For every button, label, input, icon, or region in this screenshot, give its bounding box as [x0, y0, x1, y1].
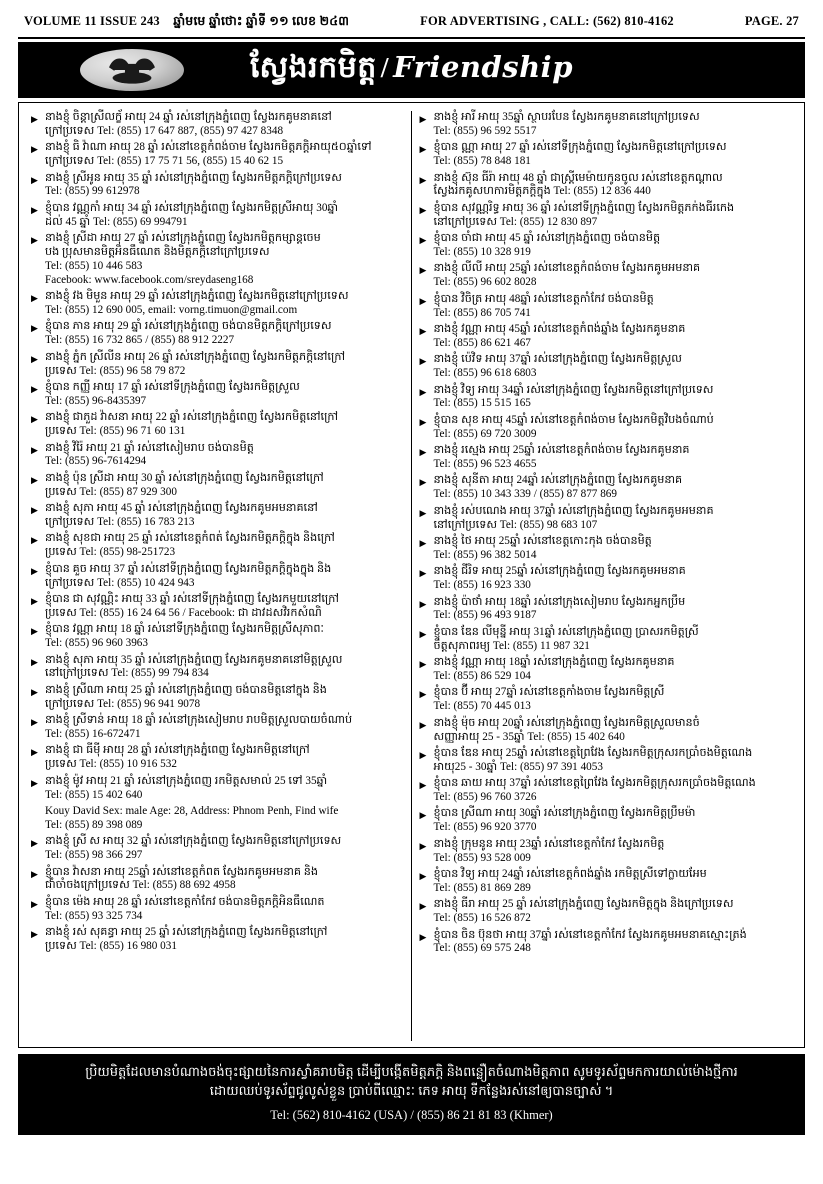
listing-text — [45, 563, 403, 591]
listing-entry — [420, 323, 793, 351]
listing-text — [434, 807, 793, 835]
listing-line: នាងខ្ញុំ សុភា អាយុ 45 ឆ្នាំ រស់នៅក្រុងភ្នំពេញ ស្វែងរកគូមអមនាគនៅ — [45, 502, 318, 515]
khmer-date: ឆ្នាំមមេ ឆ្នាំថោះ ឆ្នាំទី ១១ លេខ ២៤៣ — [173, 14, 350, 28]
listing-text — [45, 623, 403, 651]
page-footer — [18, 1054, 805, 1135]
bullet-arrow-icon: ▶ — [31, 204, 38, 215]
bullet-arrow-icon: ▶ — [419, 780, 427, 791]
bullet-arrow-icon: ▶ — [31, 144, 38, 155]
listing-line: ក្រៅប្រទេស Tel: (855) 17 75 71 56, (855) 15 40 62 15 — [45, 155, 284, 168]
listing-text — [434, 444, 793, 472]
bullet-arrow-icon: ▶ — [419, 628, 427, 639]
listing-entry — [31, 532, 403, 560]
listing-line: បង ប្រុសមានមិត្តអិនធឹណេត និងមិត្តភក្តិនៅក្រៅប្រទេស — [45, 246, 270, 259]
listing-entry — [31, 654, 403, 682]
listing-line: នាងខ្ញុំ ស្រីណា អាយុ 25 ឆ្នាំ រស់នៅក្រុងភ្នំពេញ ចង់បានមិត្តនៅក្នុង និង — [45, 683, 327, 696]
bullet-arrow-icon: ▶ — [31, 384, 38, 395]
listing-entry — [420, 898, 793, 926]
listing-line: Tel: (855) 98 366 297 — [45, 849, 143, 862]
listing-entry — [420, 384, 793, 412]
listing-entry — [31, 320, 403, 348]
listing-entry — [31, 684, 403, 712]
listing-entry — [31, 290, 403, 318]
listing-entry — [31, 866, 403, 894]
bullet-arrow-icon: ▶ — [419, 295, 427, 306]
listing-line: ខ្ញុំបាន ប៊ី អាយុ 27ឆ្នាំ រស់នៅខេត្តកាំងចាម ស្វែងរកមិត្តស្រី — [433, 686, 665, 699]
bullet-arrow-icon: ▶ — [31, 929, 38, 940]
listings-column-left — [23, 111, 412, 1041]
bullet-arrow-icon: ▶ — [31, 174, 38, 185]
listing-entry — [420, 293, 793, 321]
listing-text — [434, 111, 793, 139]
listing-line: ប្រទេស Tel: (855) 96 71 60 131 — [45, 425, 186, 438]
listing-text — [45, 502, 403, 530]
listing-line: នាងខ្ញុំ ប៉ាថាំ អាយុ 18ឆ្នាំ រស់នៅក្រុងសៀមរាប ស្វែងរកអ្នកប្រឹម — [433, 595, 686, 608]
listing-line: Tel: (855) 96 493 9187 — [433, 609, 537, 622]
listing-line: Tel: (855) 96 523 4655 — [433, 457, 537, 470]
listings-column-right — [412, 111, 801, 1041]
listing-text — [434, 293, 793, 321]
bullet-arrow-icon: ▶ — [419, 901, 427, 912]
listing-line: ប្រទេស Tel: (855) 16 24 64 56 / Facebook: ជា ដាវដសវិរកសំណិ — [45, 606, 322, 619]
bullet-arrow-icon: ▶ — [419, 871, 427, 882]
listing-line: នាងខ្ញុំ ចិន្តាស្រីលក្ខ័ អាយុ 24 ឆ្នាំ រស់នៅក្រុងភ្នំពេញ ស្វែងរកគូមនាគនៅ — [45, 111, 332, 123]
listing-line: ខ្ញុំបាន ស្រីណា អាយុ 30ឆ្នាំ រស់នៅក្រុងភ្នំពេញ ស្វែងរកមិត្តប្រឹមម៉ា — [433, 807, 696, 820]
listing-text — [45, 835, 403, 863]
listing-line: Facebook: www.facebook.com/sreydaseng168 — [45, 273, 254, 286]
listing-line: នាងខ្ញុំ ជាភួដ វ៉ាសនា អាយុ 22 ឆ្នាំ រស់នៅក្រុងភ្នំពេញ ស្វែងរកមិត្តនៅក្រៅ — [45, 411, 339, 424]
telephone-icon-badge — [80, 49, 184, 91]
listing-text — [45, 411, 403, 439]
listing-line: Tel: (855) 15 402 640 — [45, 788, 143, 801]
listing-line: សញ្ញាអាយុ 25 - 35ឆ្នាំ Tel: (855) 15 402 640 — [433, 730, 625, 743]
listing-text — [45, 593, 403, 621]
listing-text — [434, 626, 793, 654]
listing-entry — [420, 777, 793, 805]
listing-line: ខ្ញុំបាន គួច អាយុ 37 ឆ្នាំ រស់នៅទីក្រុងភ្នំពេញ ស្វែងរកមិត្តភក្តិក្នុងក្នុង និង — [45, 562, 332, 575]
listing-line: Tel: (855) 10 328 919 — [433, 246, 531, 259]
listing-text — [434, 747, 793, 775]
listing-line: ខ្ញុំបាន វណ្ណា អាយុ 18 ឆ្នាំ រស់នៅទីក្រុងភ្នំពេញ ស្វែងរកមិត្តស្រីសុភាពៈ — [45, 623, 324, 636]
listing-line: នាងខ្ញុំ ជា ធីម៉ី អាយុ 28 ឆ្នាំ រស់នៅក្រុងភ្នំពេញ ស្វែងរកមិត្តនៅក្រៅ — [45, 744, 310, 757]
listing-entry — [31, 563, 403, 591]
bullet-arrow-icon: ▶ — [31, 626, 38, 637]
listing-line: ខ្ញុំបាន ឌែន អាយុ 25ឆ្នាំ រស់នៅខេត្តព្រៃវែង ស្វែងរកមិត្តក្រុសរកប្រាំចងមិត្តណេង — [433, 746, 753, 759]
listing-line: នាងខ្ញុំ ស៊ុន ធីរ៉ា អាយុ 48 ឆ្នាំ ជាស្ត្រីមេម៉ាយកូនចូល រស់នៅខេត្តកណ្តាល — [433, 171, 723, 184]
bullet-arrow-icon: ▶ — [31, 596, 38, 606]
listing-text — [45, 472, 403, 500]
listing-text — [45, 684, 403, 712]
listing-entry — [420, 717, 793, 745]
listing-text — [45, 232, 403, 288]
bullet-arrow-icon: ▶ — [419, 204, 427, 215]
listing-line: Tel: (855) 16-672471 — [45, 728, 141, 741]
listing-line: Tel: (855) 86 621 467 — [433, 336, 531, 349]
listing-line: នាងខ្ញុំ រស្មេង អាយុ 25ឆ្នាំ រស់នៅខេត្តកំពង់ចាម ស្វែងរកគូមនាគ — [433, 444, 690, 457]
volume-issue: VOLUME 11 ISSUE 243 — [24, 14, 160, 28]
listing-entry — [31, 411, 403, 439]
listing-line: Tel: (855) 10 446 583 — [45, 259, 143, 272]
listing-entry — [420, 686, 793, 714]
listing-line: Tel: (855) 89 398 089 — [45, 818, 143, 831]
listing-entry — [31, 351, 403, 379]
listing-entry — [31, 744, 403, 772]
section-masthead — [18, 42, 805, 98]
listing-line: Tel: (855) 16 923 330 — [433, 579, 531, 592]
masthead-title — [250, 48, 573, 92]
bullet-arrow-icon: ▶ — [31, 323, 38, 334]
listing-line: Tel: (855) 96 960 3963 — [45, 637, 148, 650]
listing-text — [434, 898, 793, 926]
listing-line: នៅក្រៅប្រទេស Tel: (855) 12 830 897 — [433, 215, 598, 228]
listing-line: Tel: (855) 69 575 248 — [433, 942, 531, 955]
listing-text — [45, 866, 403, 894]
listing-entry — [420, 505, 793, 533]
listing-line: Tel: (855) 96 618 6803 — [433, 367, 537, 380]
listing-text — [434, 172, 793, 200]
listing-line: ខ្ញុំបាន សុខ អាយុ 45ឆ្នាំ រស់នៅខេត្តកំពង់ចាម ស្វែងរកមិត្តវិបងចំណាប់ — [433, 413, 714, 426]
bullet-arrow-icon: ▶ — [31, 293, 38, 304]
listing-line: ក្រៅប្រទេស Tel: (855) 96 941 9078 — [45, 697, 201, 710]
listing-line: ខ្ញុំបាន វ៉ាសនា អាយុ 25ឆ្នាំ រស់នៅខេត្តកំពត ស្វែងរកគូមអមនាគ និង — [45, 865, 318, 878]
listing-line: នាងខ្ញុំ វង មិមួន អាយុ 29 ឆ្នាំ រស់នៅក្រុងភ្នំពេញ ស្វែងរកមិត្តនៅក្រៅប្រទេស — [45, 290, 349, 303]
listing-entry — [420, 929, 793, 957]
bullet-arrow-icon: ▶ — [31, 535, 38, 546]
listing-line: ស្វែងរកគូសហការមិត្តភក្តិក្នុង Tel: (855) 12 836 440 — [433, 185, 651, 198]
listing-line: នាងខ្ញុំ អារី អាយុ 35ឆ្នាំ ស្ថាបរបែន ស្វែងរកគូមនាគនៅក្រៅប្រទេស — [433, 111, 700, 123]
listing-text — [434, 838, 793, 866]
bullet-arrow-icon: ▶ — [31, 474, 38, 485]
listing-line: នាងខ្ញុំ វណ្ណា អាយុ 18ឆ្នាំ រស់នៅក្រុងភ្នំពេញ ស្វែងរកគូមនាគ — [433, 656, 675, 669]
listing-text — [45, 381, 403, 409]
listing-entry — [420, 747, 793, 775]
listing-line: Tel: (855) 93 528 009 — [433, 851, 531, 864]
bullet-arrow-icon: ▶ — [419, 265, 427, 276]
listing-line: Tel: (855) 86 529 104 — [433, 669, 531, 682]
listing-text — [434, 232, 793, 260]
listing-line: នាងខ្ញុំ ធីរា អាយុ 25 ឆ្នាំ រស់នៅក្រុងភ្នំពេញ ស្វែងរកមិត្តក្នុង និងក្រៅប្រទេស — [433, 898, 734, 911]
listing-line: ប្រទេស Tel: (855) 16 980 031 — [45, 939, 177, 952]
listing-line: នាងខ្ញុំ សុខជា អាយុ 25 ឆ្នាំ រស់នៅខេត្តកំពត់ ស្វែងរកមិត្តភក្តិក្នុង និងក្រៅ — [45, 532, 335, 545]
listing-line: ខ្ញុំបាន ជា សុវណ្ណិះ អាយុ 33 ឆ្នាំ រស់នៅទីក្រុងភ្នំពេញ ស្វែងរកមួយនៅក្រៅ — [45, 593, 339, 605]
bullet-arrow-icon: ▶ — [31, 747, 38, 758]
listing-entry — [31, 805, 403, 833]
bullet-arrow-icon: ▶ — [31, 444, 38, 455]
listing-text — [45, 654, 403, 682]
listing-line: ខ្ញុំបាន វណ្ណកាំ អាយុ 34 ឆ្នាំ រស់នៅក្រុងភ្នំពេញ ស្វែងរកមិត្តស្រីអាយុ 30ឆ្នាំ — [45, 201, 339, 214]
listing-line: Tel: (855) 70 445 013 — [433, 700, 531, 713]
listing-text — [434, 323, 793, 351]
bullet-arrow-icon: ▶ — [419, 598, 427, 609]
bullet-arrow-icon: ▶ — [31, 868, 38, 879]
bullet-arrow-icon: ▶ — [419, 356, 427, 367]
listing-line: ជាំចាំចងក្រៅប្រទេស Tel: (855) 88 692 4958 — [45, 879, 236, 892]
listing-line: Tel: (855) 69 720 3009 — [433, 427, 537, 440]
bullet-arrow-icon: ▶ — [31, 565, 38, 576]
bullet-arrow-icon: ▶ — [419, 810, 427, 821]
listing-line: Tel: (855) 96 602 8028 — [433, 276, 537, 289]
listing-entry — [420, 807, 793, 835]
listing-entry — [31, 111, 403, 139]
listing-line: Tel: (855) 96 920 3770 — [433, 821, 537, 834]
listing-entry — [31, 172, 403, 200]
listing-text — [434, 777, 793, 805]
listing-line: នៅក្រៅប្រទេស Tel: (855) 98 683 107 — [433, 518, 598, 531]
listing-entry — [420, 656, 793, 684]
bullet-arrow-icon: ▶ — [419, 447, 427, 458]
bullet-arrow-icon: ▶ — [31, 656, 38, 667]
listing-entry — [420, 868, 793, 896]
listing-line: Kouy David Sex: male Age: 28, Address: Phnom Penh, Find wife — [45, 804, 339, 817]
bullet-arrow-icon: ▶ — [419, 568, 427, 579]
listing-line: ក្រៅប្រទេស Tel: (855) 10 424 943 — [45, 576, 195, 589]
listing-line: ប្រទេស Tel: (855) 98-251723 — [45, 546, 176, 559]
listing-line: Tel: (855) 96 382 5014 — [433, 548, 537, 561]
listing-text — [434, 262, 793, 290]
advertising-notice: FOR ADVERTISING , CALL: (562) 810-4162 — [420, 14, 674, 28]
bullet-arrow-icon — [31, 805, 45, 807]
listing-text — [434, 929, 793, 957]
listing-line: នាងខ្ញុំ ក្រុមនូន អាយុ 23ឆ្នាំ រស់នៅខេត្តកាំកែវ ស្វែងរកមិត្ត — [433, 837, 665, 850]
listing-text — [45, 111, 403, 139]
listing-text — [45, 290, 403, 318]
listing-line: នាងខ្ញុំ ប៉េវិទ អាយុ 37ឆ្នាំ រស់នៅក្រុងភ្នំពេញ ស្វែងរកមិត្តស្រួល — [433, 353, 682, 366]
bullet-arrow-icon: ▶ — [419, 749, 427, 760]
listing-text — [45, 202, 403, 230]
listing-line: Tel: (855) 81 869 289 — [433, 881, 531, 894]
listing-line: ខ្ញុំបាន ណ្ណា អាយុ 27 ឆ្នាំ រស់នៅទីក្រុងភ្នំពេញ ស្វែងរកមិត្តនៅក្រៅប្រទេស — [433, 141, 727, 154]
listing-entry — [31, 714, 403, 742]
bullet-arrow-icon: ▶ — [31, 114, 38, 124]
listing-text — [45, 320, 403, 348]
listing-entry — [31, 141, 403, 169]
listing-line: ខ្ញុំបាន ភាន អាយុ 29 ឆ្នាំ រស់នៅក្រុងភ្នំពេញ ចង់បានមិត្តភក្តិក្រៅប្រទេស — [45, 320, 332, 333]
listing-entry — [420, 111, 793, 139]
bullet-arrow-icon: ▶ — [31, 235, 38, 246]
listing-text — [434, 505, 793, 533]
bullet-arrow-icon: ▶ — [31, 898, 38, 909]
bullet-arrow-icon: ▶ — [31, 717, 38, 728]
listing-line: ខ្ញុំបាន ចាំជា អាយុ 45 ឆ្នាំ រស់នៅក្រុងភ្នំពេញ ចង់បានមិត្ត — [433, 232, 661, 245]
footer-contact: Tel: (562) 810-4162 (USA) / (855) 86 21 81 83 (Khmer) — [270, 1107, 553, 1122]
listing-text — [434, 717, 793, 745]
listing-entry — [420, 232, 793, 260]
listing-entry — [31, 896, 403, 924]
page-header — [18, 14, 805, 37]
listing-entry — [420, 414, 793, 442]
listing-line: Tel: (855) 12 690 005, email: vorng.timuon@gmail.com — [45, 304, 298, 317]
bullet-arrow-icon: ▶ — [419, 235, 427, 246]
bullet-arrow-icon: ▶ — [31, 838, 38, 849]
listing-text — [434, 384, 793, 412]
listing-text — [434, 141, 793, 169]
listing-line: ខ្ញុំបាន ចិន ប៊ុនថា អាយុ 37ឆ្នាំ រស់នៅខេត្តកាំកែវ ស្វែងរកគូមអមនាគស្មោះត្រង់ — [433, 928, 747, 941]
bullet-arrow-icon: ▶ — [419, 719, 427, 730]
listing-text — [45, 805, 403, 833]
bullet-arrow-icon: ▶ — [419, 689, 427, 700]
listing-line: ដល់ 45 ឆ្នាំ Tel: (855) 69 994791 — [45, 215, 188, 228]
masthead-slash: / — [380, 53, 390, 84]
listing-line: ក្រៅប្រទេស Tel: (855) 17 647 887, (855) 97 427 8348 — [45, 124, 284, 137]
listing-text — [45, 775, 403, 803]
listing-line: ប្រទេស Tel: (855) 96 58 79 872 — [45, 364, 186, 377]
listing-text — [45, 714, 403, 742]
listing-line: នាងខ្ញុំ ស្រីទាន់ អាយុ 18 ឆ្នាំ រស់នៅក្រុងសៀមរាប រាបមិត្តស្រួលបាយចំណាប់ — [45, 714, 353, 727]
listings-container — [18, 102, 805, 1048]
masthead-title-khmer: ស្វែងរកមិត្ត — [250, 51, 377, 84]
listing-line: នាងខ្ញុំ វណ្ណា អាយុ 45ឆ្នាំ រស់នៅខេត្តកំពង់ឆ្នាំង ស្វែងរកគូមនាគ — [433, 322, 686, 335]
bullet-arrow-icon: ▶ — [419, 659, 427, 670]
listing-line: នាងខ្ញុំ ថៃ អាយុ 25ឆ្នាំ រស់នៅខេត្តកោះកុង ចង់បានមិត្ត — [433, 534, 652, 547]
listing-line: អាយុ25 - 30ឆ្នាំ Tel: (855) 97 391 4053 — [433, 760, 603, 773]
listing-entry — [31, 472, 403, 500]
listing-text — [434, 596, 793, 624]
listing-line: នាងខ្ញុំ លីលី អាយុ 25ឆ្នាំ រស់នៅខេត្តកំពង់ចាម ស្វែងរកគូមអមនាគ — [433, 262, 701, 275]
listing-line: Tel: (855) 86 705 741 — [433, 306, 531, 319]
listing-line: ប្រទេស Tel: (855) 10 916 532 — [45, 758, 177, 771]
bullet-arrow-icon: ▶ — [419, 931, 427, 942]
bullet-arrow-icon: ▶ — [419, 537, 427, 548]
listing-line: នាងខ្ញុំ សុនីតា អាយុ 24ឆ្នាំ រស់នៅក្រុងភ្នំពេញ ស្វែងរកគូមនាគ — [433, 474, 683, 487]
footer-line-2: ដោយឈប់ទូរស័ព្ទជូលូស់ខ្លួន ប្រាប់ពីឈ្មោះៈ ភេទ អាយុ ទីកន្លែងរស់នៅឲ្យបានច្បាស់ ។ — [209, 1082, 614, 1098]
listing-text — [45, 896, 403, 924]
listing-text — [45, 172, 403, 200]
bullet-arrow-icon: ▶ — [31, 686, 38, 697]
listing-line: នាងខ្ញុំ ម៉ុច អាយុ 20ឆ្នាំ រស់នៅក្រុងភ្នំពេញ ស្វែងរកមិត្តស្រួលមានចំ — [433, 716, 700, 729]
listing-line: Tel: (855) 78 848 181 — [433, 155, 531, 168]
listing-text — [434, 474, 793, 502]
listing-line: Tel: (855) 16 526 872 — [433, 912, 531, 925]
listing-line: ខ្ញុំបាន ឆាយ អាយុ 37ឆ្នាំ រស់នៅខេត្តព្រៃវែង ស្វែងរកមិត្តក្រុសរកប្រាំចងមិត្តណេង — [433, 777, 756, 790]
listing-line: នាងខ្ញុំ វិទ្យ អាយុ 34ឆ្នាំ រស់នៅក្រុងភ្នំពេញ ស្វែងរកមិត្តនៅក្រៅប្រទេស — [433, 383, 714, 396]
listing-line: នាងខ្ញុំ ស្រីដា អាយុ 27 ឆ្នាំ រស់នៅក្រុងភ្នំពេញ ស្វែងរកមិត្តកម្សាន្តចេម — [45, 232, 321, 245]
listing-line: Tel: (855) 10 343 339 / (855) 87 877 869 — [433, 488, 617, 501]
listing-line: ខ្ញុំបាន សុវណ្ណរិទ្ធ អាយុ 36 ឆ្នាំ រស់នៅទីក្រុងភ្នំពេញ ស្វែងរកមិត្តភក់ងធីរកេង — [433, 201, 735, 214]
listing-line: នាងខ្ញុំ ធិ វ៉ាណា អាយុ 28 ឆ្នាំ រស់នៅខេត្តកំពង់ចាម ស្វែងរកមិត្តភក្តិអាយុ៥០ឆ្នាំទៅ — [45, 141, 372, 154]
listing-entry — [31, 775, 403, 803]
listing-line: នាងខ្ញុំ វិរ៉ៃ អាយុ 21 ឆ្នាំ រស់នៅសៀមរាប ចង់បានមិត្ត — [45, 441, 254, 454]
listing-text — [45, 926, 403, 954]
listing-text — [434, 686, 793, 714]
listing-entry — [420, 141, 793, 169]
listing-entry — [420, 262, 793, 290]
listing-entry — [420, 202, 793, 230]
listing-line: នាងខ្ញុំ រស់បណេង អាយុ 37ឆ្នាំ រស់នៅក្រុងភ្នំពេញ ស្វែងរកគូមអមនាគ — [433, 504, 714, 517]
listing-entry — [420, 565, 793, 593]
listing-entry — [31, 835, 403, 863]
listing-entry — [420, 444, 793, 472]
listing-line: ប្រទេស Tel: (855) 87 929 300 — [45, 485, 177, 498]
bullet-arrow-icon: ▶ — [419, 477, 427, 488]
listing-entry — [420, 838, 793, 866]
listing-line: នាងខ្ញុំ ជីរិទ អាយុ 25ឆ្នាំ រស់នៅក្រុងភ្នំពេញ ស្វែងរកគូមអមនាគ — [433, 565, 686, 578]
listing-entry — [31, 926, 403, 954]
listing-entry — [31, 502, 403, 530]
bullet-arrow-icon: ▶ — [419, 416, 427, 427]
listing-line: Tel: (855) 15 515 165 — [433, 397, 531, 410]
listing-entry — [420, 535, 793, 563]
listing-entry — [31, 593, 403, 621]
listing-line: នាងខ្ញុំ ម៉ូវ អាយុ 21 ឆ្នាំ រស់នៅក្រុងភ្នំពេញ រកមិត្តសមាល់ 25 ទៅ 35ឆ្នាំ — [45, 774, 328, 787]
bullet-arrow-icon: ▶ — [31, 414, 38, 425]
listing-text — [45, 532, 403, 560]
listing-entry — [31, 623, 403, 651]
listing-line: Tel: (855) 96-7614294 — [45, 455, 147, 468]
bullet-arrow-icon: ▶ — [31, 777, 38, 788]
bullet-arrow-icon: ▶ — [419, 507, 427, 518]
listing-entry — [420, 626, 793, 654]
listing-line: Tel: (855) 93 325 734 — [45, 909, 143, 922]
listing-text — [45, 351, 403, 379]
listing-text — [434, 868, 793, 896]
bullet-arrow-icon: ▶ — [31, 505, 38, 516]
listing-line: ខ្ញុំបាន កញ្ញី អាយុ 17 ឆ្នាំ រស់នៅទីក្រុងភ្នំពេញ ស្វែងរកមិត្តស្រួល — [45, 381, 300, 394]
listing-line: Tel: (855) 16 732 865 / (855) 88 912 2227 — [45, 334, 235, 347]
listing-line: នាងខ្ញុំ ភ្នំក ស្រីលីន អាយុ 26 ឆ្នាំ រស់នៅក្រុងភ្នំពេញ ស្វែងរកមិត្តភក្តិនៅក្រៅ — [45, 350, 345, 363]
page-number: PAGE. 27 — [744, 14, 799, 28]
listing-text — [45, 744, 403, 772]
listing-text — [45, 141, 403, 169]
listing-line: នាងខ្ញុំ ប៉ុន ស្រីដា អាយុ 30 ឆ្នាំ រស់នៅក្រុងភ្នំពេញ ស្វែងរកមិត្តនៅក្រៅ — [45, 471, 324, 484]
listing-line: នាងខ្ញុំ ស្រីអូន អាយុ 35 ឆ្នាំ រស់នៅក្រុងភ្នំពេញ ស្វែងរកមិត្តភក្តិក្រៅប្រទេស — [45, 171, 342, 184]
listing-text — [434, 656, 793, 684]
bullet-arrow-icon: ▶ — [419, 144, 427, 155]
listing-text — [434, 565, 793, 593]
listing-entry — [31, 442, 403, 470]
masthead-title-english: Friendship — [393, 50, 573, 84]
listing-line: ខ្ញុំបាន វិចិត្រ អាយុ 48ឆ្នាំ រស់នៅខេត្តកាំកែវ ចង់បានមិត្ត — [433, 292, 654, 305]
footer-line-1: ប្រិយមិត្តដែលមានបំណាងចង់ចុះផ្សាយនៃការស្វាំគរាបមិត្ត ដើម្បីបង្កើតមិត្តភក្តិ និងពន្លឿតចំណាងមិត្តភាព សូមទូរស័ព្ទមកការយាល់ម៉ោងថ្មីការ — [85, 1064, 738, 1079]
listing-text — [45, 442, 403, 470]
listing-entry — [31, 232, 403, 288]
listing-line: Tel: (855) 96-8435397 — [45, 394, 147, 407]
listing-line: ចិត្តសុភាពរម្យ Tel: (855) 11 987 321 — [433, 639, 590, 652]
listing-entry — [31, 381, 403, 409]
bullet-arrow-icon: ▶ — [31, 353, 38, 364]
listing-line: នាងខ្ញុំ ស្រី ស អាយុ 32 ឆ្នាំ រស់នៅក្រុងភ្នំពេញ ស្វែងរកមិត្តនៅក្រៅប្រទេស — [45, 835, 342, 848]
listing-text — [434, 414, 793, 442]
listing-line: នាងខ្ញុំ សុភា អាយុ 35 ឆ្នាំ រស់នៅក្រុងភ្នំពេញ ស្វែងរកគូមនាគនៅមិត្តស្រួល — [45, 653, 343, 666]
listing-line: នៅក្រៅប្រទេស Tel: (855) 99 794 834 — [45, 667, 209, 680]
header-divider — [18, 37, 805, 39]
listing-entry — [420, 172, 793, 200]
listing-line: ខ្ញុំបាន ឌែន លីមុន្នី អាយុ 31ឆ្នាំ រស់នៅក្រុងភ្នំពេញ ប្រាសរកមិត្តស្រី — [433, 625, 699, 638]
listing-line: Tel: (855) 96 592 5517 — [433, 124, 537, 137]
listing-entry — [420, 596, 793, 624]
bullet-arrow-icon: ▶ — [419, 840, 427, 851]
bullet-arrow-icon: ▶ — [419, 114, 427, 124]
listing-line: ខ្ញុំបាន ម៉េង អាយុ 28 ឆ្នាំ រស់នៅខេត្តកាំកែវ ចង់បានមិត្តភក្តិអិនធឹណេត — [45, 895, 325, 908]
bullet-arrow-icon: ▶ — [419, 386, 427, 397]
header-left — [24, 14, 349, 32]
listing-line: នាងខ្ញុំ រស់ សុគន្ធា អាយុ 25 ឆ្នាំ រស់នៅក្រុងភ្នំពេញ ស្វែងរកមិត្តនៅក្រៅ — [45, 926, 328, 939]
listing-text — [434, 202, 793, 230]
bullet-arrow-icon: ▶ — [419, 325, 427, 336]
listing-text — [434, 353, 793, 381]
listing-line: ខ្ញុំបាន វិទ្យ អាយុ 24ឆ្នាំ រស់នៅខេត្តកំពង់ឆ្នាំង រកមិត្តស្រីទៅក្លាយអែម — [433, 868, 707, 881]
listing-entry — [31, 202, 403, 230]
listing-line: Tel: (855) 99 612978 — [45, 185, 140, 198]
listing-line: Tel: (855) 96 760 3726 — [433, 791, 537, 804]
listing-entry — [420, 474, 793, 502]
listing-line: ក្រៅប្រទេស Tel: (855) 16 783 213 — [45, 516, 195, 529]
listing-text — [434, 535, 793, 563]
telephone-icon — [103, 55, 161, 85]
bullet-arrow-icon: ▶ — [419, 174, 427, 185]
listing-entry — [420, 353, 793, 381]
